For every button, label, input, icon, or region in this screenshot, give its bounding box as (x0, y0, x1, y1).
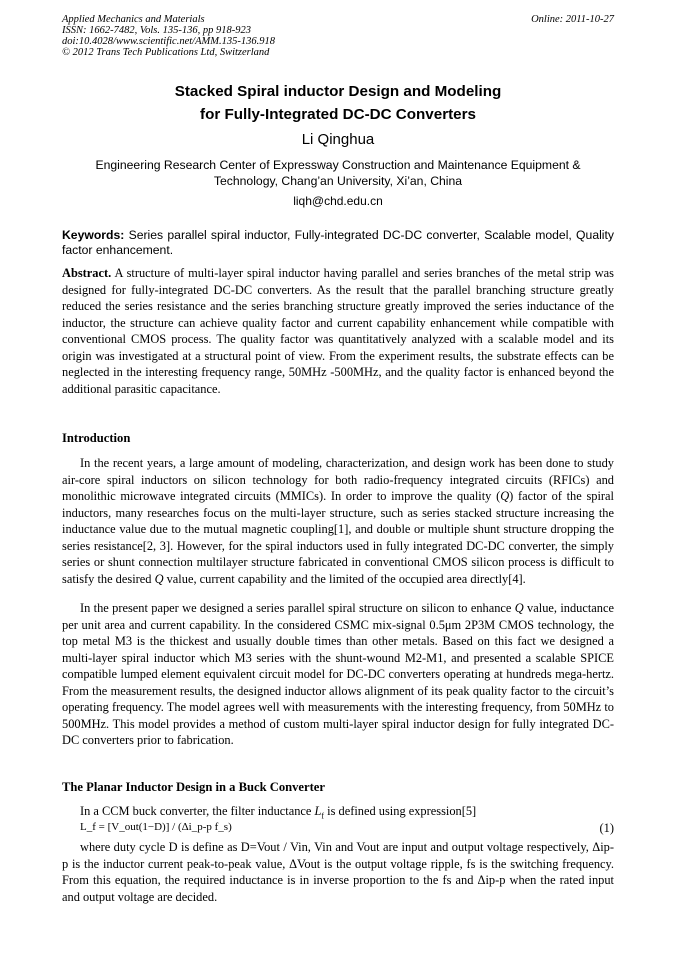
abstract-text: A structure of multi-layer spiral inductor having parallel and series branches of the metal strip was designed for fully-integrated DC-DC converters. As the result that the parallel branching structure greatly reduced the series resistance and the series branching structure greatly improved the series inductance of the inductor, the structure can achieve quality factor and current capability enhancement while compatible with conventional CMOS process. The quality factor was quantitatively analyzed with a scalable model and its origin was investigated at a structural point of view. From the experiment results, the substrate effects can be neglected in the interesting frequency range, 50MHz -500MHz, and the quality factor is enhanced beyond the additional parasitic capacitance. (62, 266, 614, 396)
affiliation (62, 157, 614, 189)
title-line-2: for Fully-Integrated DC-DC Converters (200, 106, 476, 123)
journal-header (62, 14, 614, 58)
equation-1-number: (1) (599, 821, 614, 835)
intro-p1-q-symbol-1: Q (500, 489, 510, 503)
sec2-p1-part-b: is defined using expression[5] (324, 804, 477, 818)
section-2-paragraph-2: where duty cycle D is define as D=Vout / Vin, Vin and Vout are input and output voltage respectively, Δip-p is the inductor current peak-to-peak value, ΔVout is the output voltage ripple, fs is the switching frequency. From this equation, the required inductance is in inverse proportion to the fs and Δip-p when the rated input and output voltage are decided. (62, 840, 614, 904)
sec2-lf-symbol: L (314, 804, 322, 818)
intro-p1-part-b: ) factor of the spiral inductors, many researches focus on the multi-layer structure, such as series stacked structure increasing the inductance value due to the mutual magnetic coupling[1], and double or multiple shunt structure dropping the series resistance[2, 3]. However, for the spiral inductors used in fully integrated DC-DC converter, the simply series or shunt connection multilayer structure fabricated in conventional CMOS silicon process is difficult to satisfy the desired (62, 489, 614, 586)
abstract-label: Abstract. (62, 266, 112, 280)
intro-paragraph-1 (62, 455, 614, 587)
journal-name: Applied Mechanics and Materials (62, 14, 205, 25)
intro-p2-part-b: value, inductance per unit area and current capability. In the considered CSMC mix-signal 0.5μm 2P3M CMOS technology, the top metal M3 is the thickest and usually double times than other metals. Based on this fact we designed a multi-layer spiral inductor which M3 series with the shunt-wound M2-M1, and presented a scalable SPICE compatible lumped element equivalent circuit model for DC-DC converters operating at hundreds mega-hertz. From the measurement results, the designed inductor allows alignment of its peak quality factor to the circuit’s operating frequency. The model agrees well with measurements with the interesting frequency, from 50MHz to 500MHz. This model provides a method of custom multi-layer spiral inductor design for fully integrated DC-DC converters prior to fabrication. (62, 601, 614, 747)
keywords-block (62, 228, 614, 258)
intro-p1-part-c: value, current capability and the limited of the occupied area directly[4]. (163, 571, 526, 586)
intro-p2-q-symbol: Q (514, 601, 524, 615)
author-email[interactable]: liqh@chd.edu.cn (293, 194, 383, 208)
intro-p2-part-a: In the present paper we designed a series parallel spiral structure on silicon to enhance (80, 601, 515, 615)
intro-p1-part-a: In the recent years, a large amount of modeling, characterization, and design work has been done to study air-core spiral inductors on silicon technology for both radio-frequency integrated circuits (RFICs) and monolithic microwave integrated circuits (MMICs). In order to improve the quality ( (62, 456, 614, 503)
section-2-heading: The Planar Inductor Design in a Buck Converter (62, 780, 325, 794)
journal-issn: ISSN: 1662-7482, Vols. 135-136, pp 918-923 (62, 25, 251, 36)
equation-1-body: L_f = [V_out(1−D)] / (Δi_p-p f_s) (80, 821, 232, 833)
sec2-lf-subscript: f (321, 811, 325, 821)
keywords-text: Series parallel spiral inductor, Fully-integrated DC-DC converter, Scalable model, Quality factor enhancement. (62, 228, 614, 257)
intro-paragraph-2 (62, 600, 614, 749)
title-line-1: Stacked Spiral inductor Design and Modeling (174, 83, 502, 100)
sec2-p1-part-a: In a CCM buck converter, the filter inductance (80, 804, 315, 818)
journal-doi: doi:10.4028/www.scientific.net/AMM.135-136.918 (62, 36, 275, 47)
intro-p1-q-symbol-2: Q (154, 571, 164, 586)
keywords-label: Keywords: (62, 228, 125, 242)
journal-copyright: © 2012 Trans Tech Publications Ltd, Switzerland (62, 47, 270, 58)
online-date: Online: 2011-10-27 (531, 14, 614, 25)
equation-1 (80, 821, 614, 837)
affiliation-line-2: Technology, Chang’an University, Xi’an, China (213, 174, 463, 188)
affiliation-line-1: Engineering Research Center of Expressway Construction and Maintenance Equipment & (95, 158, 581, 172)
author-name: Li Qinghua (301, 131, 375, 148)
paper-title (62, 80, 614, 126)
abstract-block (62, 265, 614, 397)
intro-heading: Introduction (62, 431, 131, 445)
